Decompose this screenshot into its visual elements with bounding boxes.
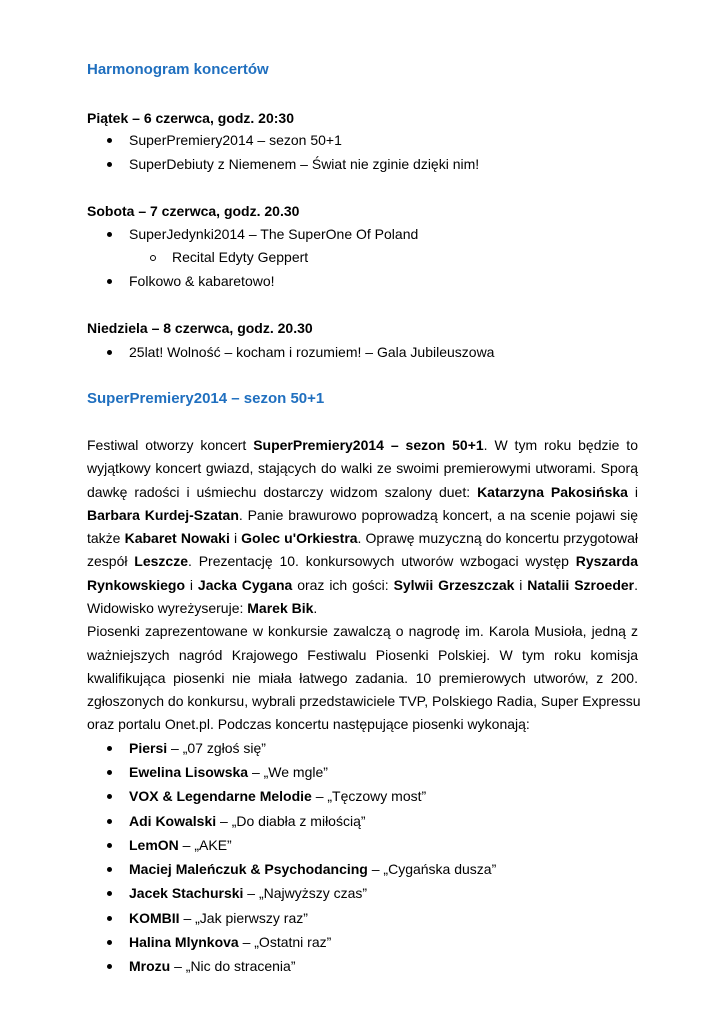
bullet-icon: [107, 279, 112, 284]
list-item: SuperPremiery2014 – sezon 50+1: [129, 132, 342, 148]
paragraph-line: Festiwal otworzy koncert SuperPremiery2014 – sezon 50+1. W tym roku będzie to: [87, 437, 638, 453]
heading-schedule: Harmonogram koncertów: [87, 61, 269, 78]
bullet-icon: [107, 162, 112, 167]
song-item: LemON – „AKE”: [129, 837, 232, 853]
paragraph-line: Barbara Kurdej-Szatan. Panie brawurowo poprowadzą koncert, a na scenie pojawi się: [87, 507, 638, 523]
paragraph-line: Piosenki zaprezentowane w konkursie zawalczą o nagrodę im. Karola Musioła, jedną z: [87, 623, 638, 639]
bullet-icon: [107, 843, 112, 848]
bullet-icon: [107, 138, 112, 143]
paragraph-line: kwalifikująca piosenki nie miała łatwego zadania. 10 premierowych utworów, z 200.: [87, 670, 638, 686]
list-item: 25lat! Wolność – kocham i rozumiem! – Gala Jubileuszowa: [129, 344, 495, 360]
song-item: Piersi – „07 zgłoś się”: [129, 740, 266, 756]
song-item: KOMBII – „Jak pierwszy raz”: [129, 910, 308, 926]
day-sunday-title: Niedziela – 8 czerwca, godz. 20.30: [87, 320, 313, 336]
bullet-icon: [107, 867, 112, 872]
heading-superpremiery: SuperPremiery2014 – sezon 50+1: [87, 390, 325, 407]
paragraph-line: zespół Leszcze. Prezentację 10. konkursowych utworów wzbogaci występ Ryszarda: [87, 553, 639, 569]
bullet-icon: [107, 819, 112, 824]
paragraph-line: Widowisko wyreżyseruje: Marek Bik.: [87, 600, 318, 616]
song-item: Adi Kowalski – „Do diabła z miłością”: [129, 813, 366, 829]
paragraph-line: oraz portalu Onet.pl. Podczas koncertu następujące piosenki wykonają:: [87, 716, 530, 732]
song-item: Jacek Stachurski – „Najwyższy czas”: [129, 885, 368, 901]
bullet-icon: [107, 964, 112, 969]
paragraph-line: także Kabaret Nowaki i Golec u'Orkiestra. Oprawę muzyczną do koncertu przygotował: [87, 530, 638, 546]
bullet-icon: [107, 794, 112, 799]
paragraph-line: wyjątkowy koncert gwiazd, stających do walki ze swoimi premierowymi utworami. Sporą: [87, 460, 638, 476]
song-item: Ewelina Lisowska – „We mgle”: [129, 764, 328, 780]
bullet-icon: [107, 746, 112, 751]
bullet-icon: [107, 232, 112, 237]
list-item: SuperJedynki2014 – The SuperOne Of Poland: [129, 226, 419, 242]
circle-bullet-icon: [150, 255, 156, 261]
bullet-icon: [107, 940, 112, 945]
paragraph-line: dawkę radości i uśmiechu dostarczy widzom szalony duet: Katarzyna Pakosińska i: [87, 484, 639, 500]
day-friday-title: Piątek – 6 czerwca, godz. 20:30: [87, 110, 294, 126]
song-item: Halina Mlynkova – „Ostatni raz”: [129, 934, 332, 950]
list-item-nested: Recital Edyty Geppert: [172, 249, 309, 265]
day-saturday-title: Sobota – 7 czerwca, godz. 20.30: [87, 203, 300, 219]
list-item: SuperDebiuty z Niemenem – Świat nie zginie dzięki nim!: [129, 156, 480, 172]
song-item: VOX & Legendarne Melodie – „Tęczowy most”: [129, 788, 427, 804]
paragraph-line: ważniejszych nagród Krajowego Festiwalu Piosenki Polskiej. W tym roku komisja: [87, 647, 638, 663]
bullet-icon: [107, 891, 112, 896]
paragraph-line: zgłoszonych do konkursu, wybrali przedstawiciele TVP, Polskiego Radia, Super Expressu: [87, 693, 641, 709]
bullet-icon: [107, 770, 112, 775]
list-item: Folkowo & kabaretowo!: [129, 273, 275, 289]
bullet-icon: [107, 916, 112, 921]
song-item: Maciej Maleńczuk & Psychodancing – „Cygańska dusza”: [129, 861, 497, 877]
paragraph-line: Rynkowskiego i Jacka Cygana oraz ich gości: Sylwii Grzeszczak i Natalii Szroeder.: [87, 577, 638, 593]
song-item: Mrozu – „Nic do stracenia”: [129, 958, 296, 974]
bullet-icon: [107, 350, 112, 355]
